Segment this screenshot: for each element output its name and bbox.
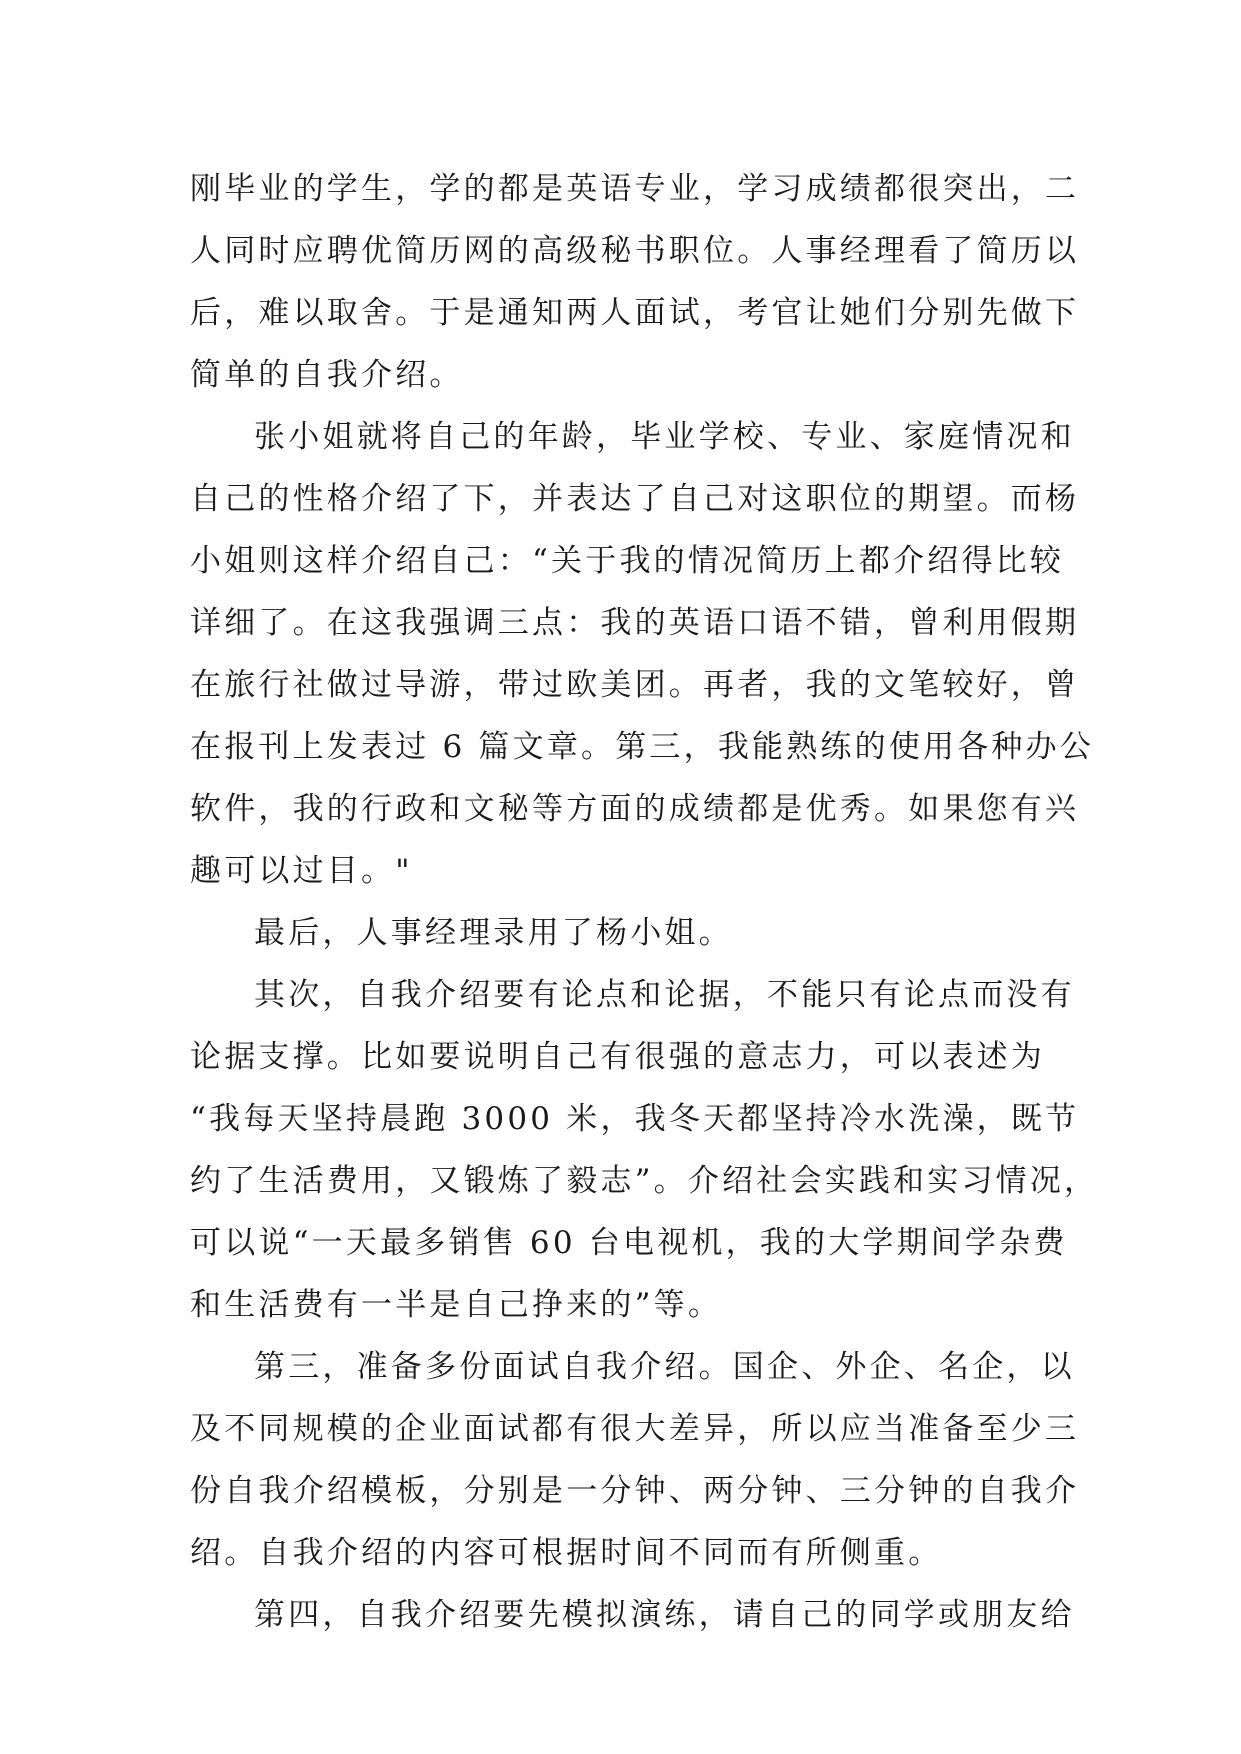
text-line: 后，难以取舍。于是通知两人面试，考官让她们分别先做下 — [190, 295, 1080, 331]
text-line: “我每天坚持晨跑 3000 米，我冬天都坚持冷水洗澡，既节 — [190, 1101, 1080, 1137]
document-body — [190, 158, 1099, 1646]
text-line: 软件，我的行政和文秘等方面的成绩都是优秀。如果您有兴 — [190, 791, 1080, 827]
text-line: 自己的性格介绍了下，并表达了自己对这职位的期望。而杨 — [190, 481, 1080, 517]
text-line: 在报刊上发表过 6 篇文章。第三，我能熟练的使用各种办公 — [190, 729, 1095, 765]
text-line: 小姐则这样介绍自己：“关于我的情况简历上都介绍得比较 — [190, 543, 1065, 579]
text-line: 份自我介绍模板，分别是一分钟、两分钟、三分钟的自我介 — [190, 1473, 1080, 1509]
text-line: 详细了。在这我强调三点：我的英语口语不错，曾利用假期 — [190, 605, 1080, 641]
text-line: 趣可以过目。" — [190, 853, 413, 889]
text-line: 及不同规模的企业面试都有很大差异，所以应当准备至少三 — [190, 1411, 1080, 1447]
paragraph-first-line: 其次，自我介绍要有论点和论据，不能只有论点而没有 — [254, 977, 1075, 1013]
text-line: 在旅行社做过导游，带过欧美团。再者，我的文笔较好，曾 — [190, 667, 1080, 703]
text-line: 论据支撑。比如要说明自己有很强的意志力，可以表述为 — [190, 1039, 1045, 1075]
text-line: 和生活费有一半是自己挣来的”等。 — [190, 1287, 723, 1323]
text-line: 可以说“一天最多销售 60 台电视机，我的大学期间学杂费 — [190, 1225, 1068, 1261]
text-line: 约了生活费用，又锻炼了毅志”。介绍社会实践和实习情况， — [190, 1163, 1099, 1199]
paragraph-first-line: 第三，准备多份面试自我介绍。国企、外企、名企，以 — [254, 1349, 1075, 1385]
paragraph-first-line: 最后，人事经理录用了杨小姐。 — [254, 915, 733, 951]
text-line: 简单的自我介绍。 — [190, 357, 464, 393]
text-line: 刚毕业的学生，学的都是英语专业，学习成绩都很突出，二 — [190, 171, 1080, 207]
paragraph-first-line: 张小姐就将自己的年龄，毕业学校、专业、家庭情况和 — [254, 419, 1075, 455]
text-line: 人同时应聘优简历网的高级秘书职位。人事经理看了简历以 — [190, 233, 1080, 269]
text-line: 绍。自我介绍的内容可根据时间不同而有所侧重。 — [190, 1535, 943, 1571]
paragraph-first-line: 第四，自我介绍要先模拟演练，请自己的同学或朋友给 — [254, 1597, 1075, 1633]
